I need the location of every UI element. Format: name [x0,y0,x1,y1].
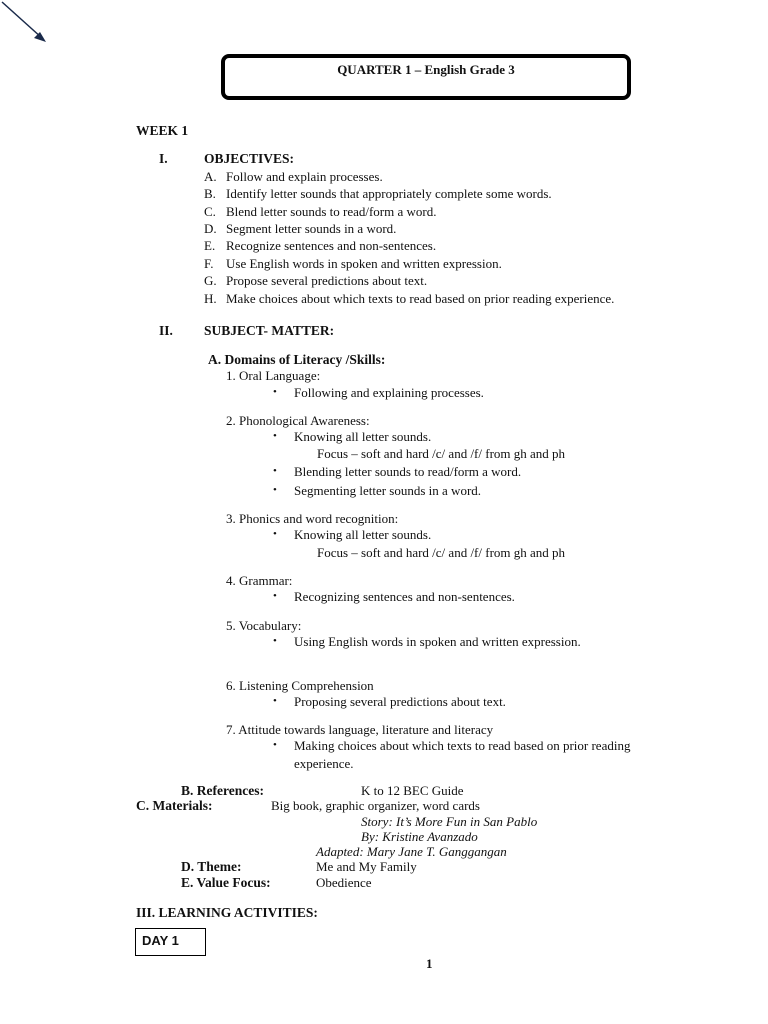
week-label: WEEK 1 [136,123,189,138]
domain-title: 2. Phonological Awareness: [226,413,370,428]
objective-text: Blend letter sounds to read/form a word. [226,204,437,219]
domain-bullet: Proposing several predictions about text. [294,694,506,709]
objective-letter: G. [204,273,217,288]
domain-bullet: Knowing all letter sounds. [294,527,432,542]
objective-text: Make choices about which texts to read based on prior reading experience. [226,291,615,306]
domain-title: 4. Grammar: [226,573,293,588]
domain-title: 6. Listening Comprehension [226,678,374,693]
domain-bullet: Using English words in spoken and written expression. [294,634,581,649]
domain-focus: Focus – soft and hard /c/ and /f/ from gh and ph [317,545,566,560]
bullet-icon: • [273,386,277,398]
domain-bullet: Blending letter sounds to read/form a word. [294,464,522,479]
objective-text: Use English words in spoken and written expression. [226,256,502,271]
day-label-box [135,928,206,956]
materials-story: Story: It’s More Fun in San Pablo [361,814,538,829]
theme-label: D. Theme: [181,859,242,874]
bullet-icon: • [273,635,277,647]
objective-text: Recognize sentences and non-sentences. [226,238,437,253]
references-value: K to 12 BEC Guide [361,783,464,798]
subject-matter-heading: SUBJECT- MATTER: [204,323,335,338]
bullet-icon: • [273,484,277,496]
corner-arrow-icon [0,0,60,50]
materials-adapted: Adapted: Mary Jane T. Ganggangan [316,844,507,859]
value-focus-label: E. Value Focus: [181,875,271,890]
domain-bullet: Making choices about which texts to read based on prior reading [294,738,631,753]
objective-letter: A. [204,169,217,184]
domain-bullet: Following and explaining processes. [294,385,484,400]
objective-text: Identify letter sounds that appropriately complete some words. [226,186,552,201]
domains-heading: A. Domains of Literacy /Skills: [208,352,386,367]
objective-letter: B. [204,186,216,201]
objective-text: Follow and explain processes. [226,169,383,184]
page-number: 1 [426,956,433,971]
bullet-icon: • [273,528,277,540]
header-box [221,54,631,100]
domain-focus: Focus – soft and hard /c/ and /f/ from gh and ph [317,446,566,461]
objectives-heading: OBJECTIVES: [204,151,295,166]
theme-value: Me and My Family [316,859,417,874]
bullet-icon: • [273,590,277,602]
objective-text: Segment letter sounds in a word. [226,221,397,236]
domain-title: 5. Vocabulary: [226,618,302,633]
domain-bullet: Recognizing sentences and non-sentences. [294,589,515,604]
objective-text: Propose several predictions about text. [226,273,428,288]
objective-letter: D. [204,221,217,236]
page-title: QUARTER 1 – English Grade 3 [337,62,515,77]
bullet-icon: • [273,465,277,477]
bullet-icon: • [273,430,277,442]
value-focus-value: Obedience [316,875,372,890]
domain-bullet-continuation: experience. [294,756,354,771]
materials-value: Big book, graphic organizer, word cards [271,798,480,813]
domain-title: 3. Phonics and word recognition: [226,511,399,526]
learning-activities-heading: III. LEARNING ACTIVITIES: [136,905,318,920]
objective-letter: E. [204,238,216,253]
objective-letter: F. [204,256,214,271]
domain-bullet: Segmenting letter sounds in a word. [294,483,482,498]
bullet-icon: • [273,695,277,707]
domain-title: 7. Attitude towards language, literature and literacy [226,722,494,737]
objective-letter: H. [204,291,217,306]
objective-letter: C. [204,204,216,219]
materials-author: By: Kristine Avanzado [361,829,478,844]
subject-matter-numeral: II. [159,323,173,338]
domain-bullet: Knowing all letter sounds. [294,429,432,444]
bullet-icon: • [273,739,277,751]
objectives-numeral: I. [159,151,168,166]
references-label: B. References: [181,783,264,798]
domain-title: 1. Oral Language: [226,368,321,383]
day-label: DAY 1 [142,933,179,948]
materials-label: C. Materials: [136,798,213,813]
